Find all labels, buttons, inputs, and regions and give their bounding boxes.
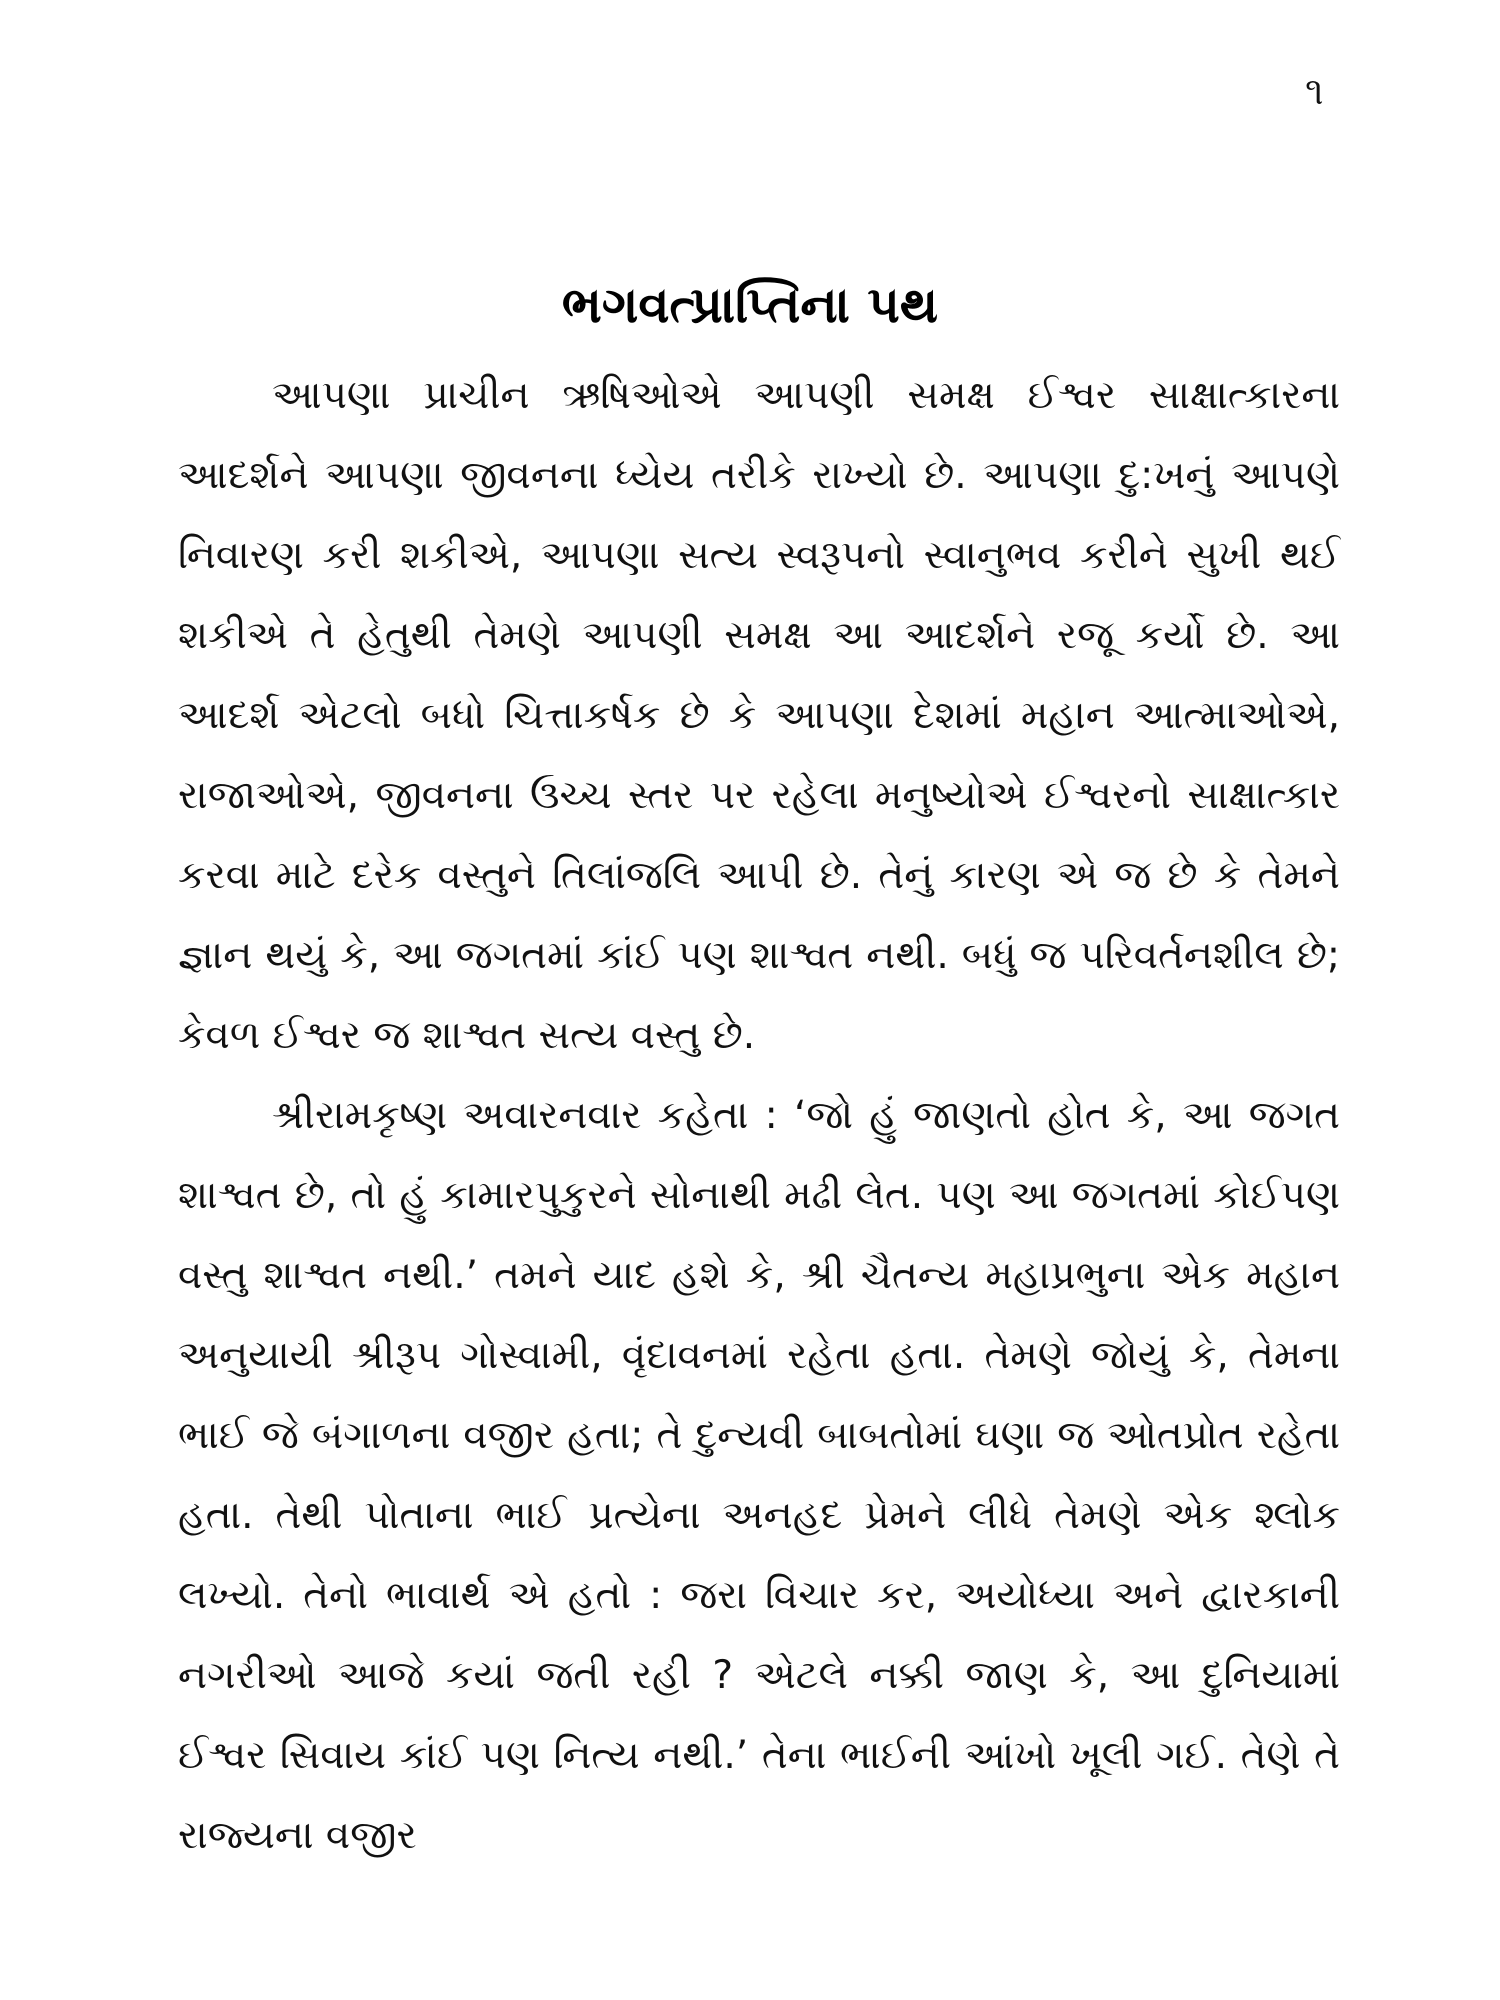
page-number: ૧ (1305, 69, 1324, 113)
body-text (178, 356, 1340, 1876)
paragraph-1: આપણા પ્રાચીન ઋષિઓએ આપણી સમક્ષ ઈશ્વર સાક્ષાત્કારના આદર્શને આપણા જીવનના ધ્યેય તરીકે રાખ્યો છે. આપણા દુ:ખનું આપણે નિવારણ કરી શકીએ, આપણા સત્ય સ્વરૂપનો સ્વાનુભવ કરીને સુખી થઈ શકીએ તે હેતુથી તેમણે આપણી સમક્ષ આ આદર્શને રજૂ કર્યો છે. આ આદર્શ એટલો બધો ચિત્તાકર્ષક છે કે આપણા દેશમાં મહાન આત્માઓએ, રાજાઓએ, જીવનના ઉચ્ચ સ્તર પર રહેલા મનુષ્યોએ ઈશ્વરનો સાક્ષાત્કાર કરવા માટે દરેક વસ્તુને તિલાંજલિ આપી છે. તેનું કારણ એ જ છે કે તેમને જ્ઞાન થયું કે, આ જગતમાં કાંઈ પણ શાશ્વત નથી. બધું જ પરિવર્તનશીલ છે; કેવળ ઈશ્વર જ શાશ્વત સત્ય વસ્તુ છે. (178, 373, 1340, 1058)
chapter-title: ભગવત્પ્રાપ્તિના પથ (561, 276, 939, 334)
paragraph-2: શ્રીરામકૃષ્ણ અવારનવાર કહેતા : ‘જો હું જાણતો હોત કે, આ જગત શાશ્વત છે, તો હું કામારપુકુરને સોનાથી મઢી લેત. પણ આ જગતમાં કોઈપણ વસ્તુ શાશ્વત નથી.’ તમને યાદ હશે કે, શ્રી ચૈતન્ય મહાપ્રભુના એક મહાન અનુયાયી શ્રીરૂપ ગોસ્વામી, વૃંદાવનમાં રહેતા હતા. તેમણે જોયું કે, તેમના ભાઈ જે બંગાળના વજીર હતા; તે દુન્યવી બાબતોમાં ઘણા જ ઓતપ્રોત રહેતા હતા. તેથી પોતાના ભાઈ પ્રત્યેના અનહદ પ્રેમને લીધે તેમણે એક શ્લોક લખ્યો. તેનો ભાવાર્થ એ હતો : જરા વિચાર કર, અયોધ્યા અને દ્વારકાની નગરીઓ આજે કયાં જતી રહી ? એટલે નક્કી જાણ કે, આ દુનિયામાં ઈશ્વર સિવાય કાંઈ પણ નિત્ય નથી.’ તેના ભાઈની આંખો ખૂલી ગઈ. તેણે તે રાજ્યના વજીર (178, 1093, 1340, 1858)
